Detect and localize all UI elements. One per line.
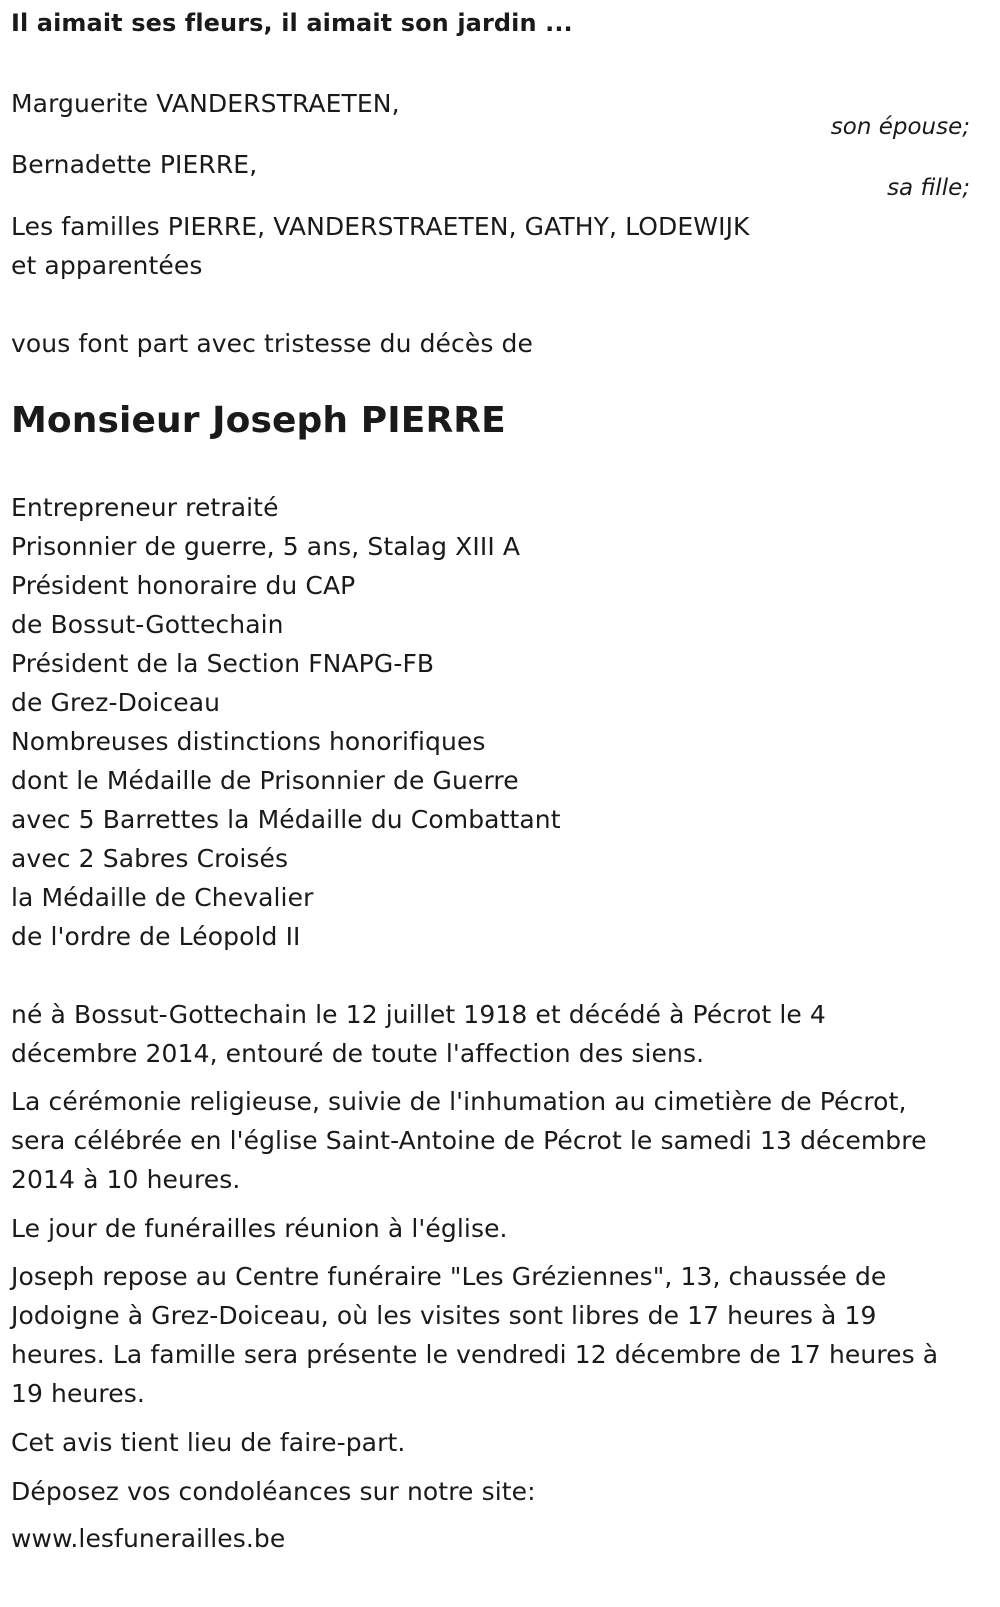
announcement: vous font part avec tristesse du décès de bbox=[11, 329, 533, 358]
title-line: avec 5 Barrettes la Médaille du Combattant bbox=[11, 805, 561, 834]
wife-role: son épouse; bbox=[830, 114, 970, 140]
title-line: Président honoraire du CAP bbox=[11, 571, 356, 600]
paragraph-line: heures. La famille sera présente le vendredi 12 décembre de 17 heures à bbox=[11, 1340, 939, 1369]
title-line: de Grez-Doiceau bbox=[11, 688, 221, 717]
paragraph-line: Le jour de funérailles réunion à l'église. bbox=[11, 1214, 508, 1243]
paragraph-line: décembre 2014, entouré de toute l'affection des siens. bbox=[11, 1039, 705, 1068]
title-line: la Médaille de Chevalier bbox=[11, 883, 314, 912]
title-line: dont le Médaille de Prisonnier de Guerre bbox=[11, 766, 519, 795]
title-line: avec 2 Sabres Croisés bbox=[11, 844, 289, 873]
paragraph-line: sera célébrée en l'église Saint-Antoine de Pécrot le samedi 13 décembre bbox=[11, 1126, 927, 1155]
paragraph-line: né à Bossut-Gottechain le 12 juillet 1918 et décédé à Pécrot le 4 bbox=[11, 1000, 826, 1029]
title-line: de l'ordre de Léopold II bbox=[11, 922, 301, 951]
title-line: Président de la Section FNAPG-FB bbox=[11, 649, 435, 678]
website-link[interactable]: www.lesfunerailles.be bbox=[11, 1524, 286, 1553]
deceased-name: Monsieur Joseph PIERRE bbox=[11, 400, 506, 441]
daughter-role: sa fille; bbox=[887, 175, 970, 201]
families-line-1: Les familles PIERRE, VANDERSTRAETEN, GATHY, LODEWIJK bbox=[11, 212, 750, 241]
paragraph-line: Jodoigne à Grez-Doiceau, où les visites sont libres de 17 heures à 19 bbox=[11, 1301, 877, 1330]
families-line-2: et apparentées bbox=[11, 251, 203, 280]
title-line: Prisonnier de guerre, 5 ans, Stalag XIII A bbox=[11, 532, 521, 561]
title-line: de Bossut-Gottechain bbox=[11, 610, 284, 639]
title-line: Nombreuses distinctions honorifiques bbox=[11, 727, 486, 756]
motto: Il aimait ses fleurs, il aimait son jardin ... bbox=[11, 9, 573, 37]
paragraph-line: Cet avis tient lieu de faire-part. bbox=[11, 1428, 406, 1457]
daughter-name: Bernadette PIERRE, bbox=[11, 150, 258, 179]
paragraph-line: 2014 à 10 heures. bbox=[11, 1165, 241, 1194]
paragraph-line: Déposez vos condoléances sur notre site: bbox=[11, 1477, 536, 1506]
paragraph-line: La cérémonie religieuse, suivie de l'inhumation au cimetière de Pécrot, bbox=[11, 1087, 907, 1116]
wife-name: Marguerite VANDERSTRAETEN, bbox=[11, 89, 400, 118]
paragraph-line: 19 heures. bbox=[11, 1379, 145, 1408]
title-line: Entrepreneur retraité bbox=[11, 493, 279, 522]
paragraph-line: Joseph repose au Centre funéraire "Les Gréziennes", 13, chaussée de bbox=[11, 1262, 887, 1291]
